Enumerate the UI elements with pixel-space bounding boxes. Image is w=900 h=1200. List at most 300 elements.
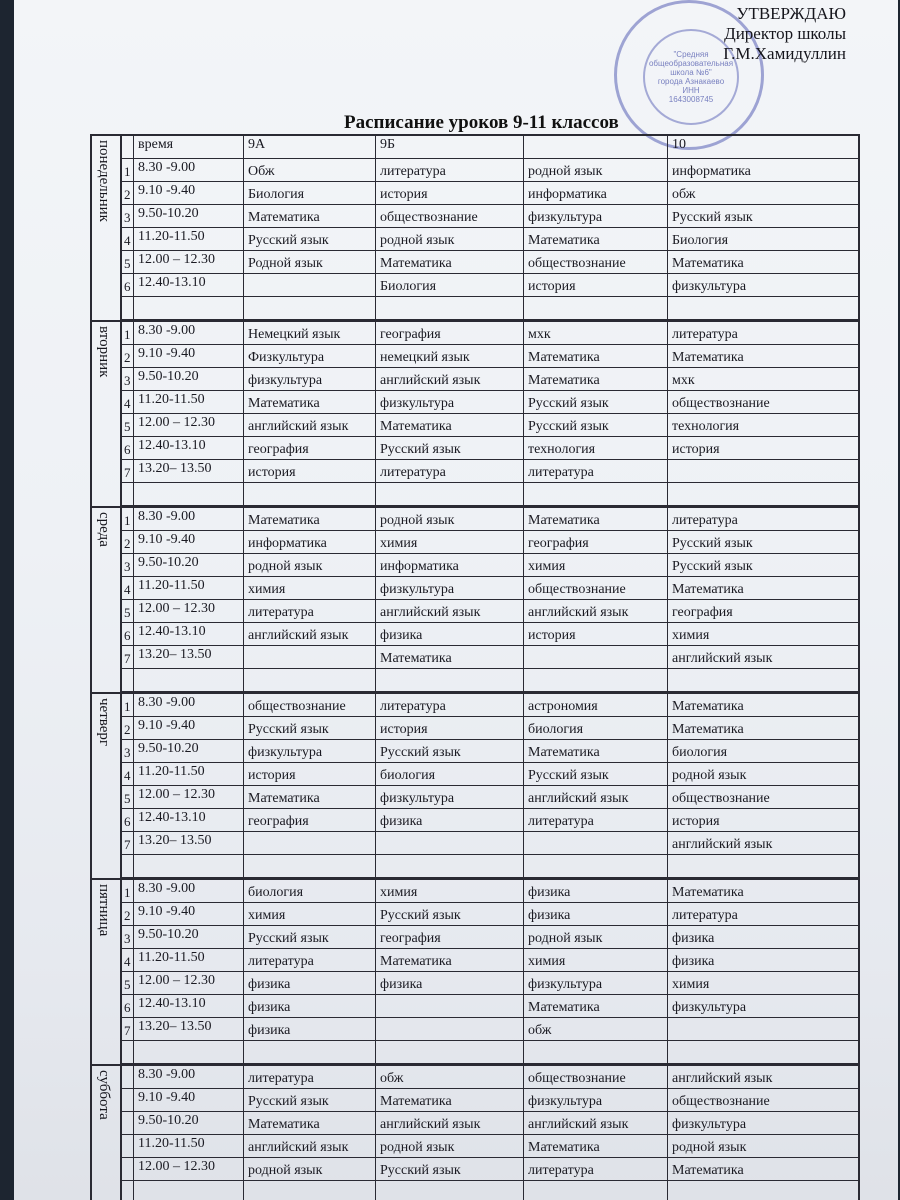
cell-num: 5	[122, 414, 134, 436]
cell-num	[122, 1181, 134, 1200]
cell-c2: биология	[376, 763, 524, 785]
table-row	[122, 1018, 858, 1041]
table-row	[122, 322, 858, 345]
day-name: понедельник	[96, 140, 112, 222]
cell-c1: Родной язык	[244, 251, 376, 273]
cell-time: 9.50-10.20	[134, 740, 244, 762]
table-row	[122, 228, 858, 251]
approval-position: Директор школы	[724, 24, 846, 43]
cell-c2: физкультура	[376, 577, 524, 599]
table-row	[122, 297, 858, 320]
cell-time: 11.20-11.50	[134, 1135, 244, 1157]
table-row	[122, 391, 858, 414]
cell-num: 7	[122, 646, 134, 668]
day-block	[92, 322, 858, 508]
table-row	[122, 786, 858, 809]
cell-time: 12.40-13.10	[134, 995, 244, 1017]
cell-c1: физика	[244, 1018, 376, 1040]
cell-c3: литература	[524, 460, 668, 482]
cell-c3: Математика	[524, 995, 668, 1017]
table-row	[122, 1041, 858, 1064]
table-row	[122, 646, 858, 669]
cell-c1: Биология	[244, 182, 376, 204]
cell-c3: Математика	[524, 368, 668, 390]
cell-c2: Русский язык	[376, 740, 524, 762]
cell-c4: английский язык	[672, 837, 773, 852]
day-block	[92, 508, 858, 694]
stamp-text-1: "Средняя	[673, 50, 709, 59]
cell-c1: литература	[244, 1066, 376, 1088]
day-block	[92, 694, 858, 880]
cell-num	[122, 1158, 134, 1180]
cell-c1	[244, 1181, 376, 1200]
table-row	[122, 274, 858, 297]
cell-num: 6	[122, 274, 134, 296]
table-row	[122, 159, 858, 182]
cell-c2: Математика	[376, 949, 524, 971]
cell-c1	[244, 669, 376, 691]
cell-c2: география	[376, 322, 524, 344]
document-page	[14, 0, 898, 1200]
cell-c3: биология	[524, 717, 668, 739]
cell-c3: Русский язык	[524, 763, 668, 785]
table-row	[122, 577, 858, 600]
cell-c3	[524, 669, 668, 691]
cell-c3: география	[524, 531, 668, 553]
cell-c3: Русский язык	[524, 414, 668, 436]
cell-c1: родной язык	[244, 554, 376, 576]
cell-num: 2	[122, 903, 134, 925]
cell-c1: география	[244, 437, 376, 459]
table-row	[122, 972, 858, 995]
cell-c2	[376, 1181, 524, 1200]
cell-c3: информатика	[524, 182, 668, 204]
cell-c1: история	[244, 763, 376, 785]
cell-num	[122, 1112, 134, 1134]
cell-c3: обществознание	[524, 251, 668, 273]
cell-num: 3	[122, 368, 134, 390]
cell-time: 12.00 – 12.30	[134, 972, 244, 994]
cell-c2: Математика	[376, 414, 524, 436]
cell-time: 8.30 -9.00	[134, 159, 244, 181]
table-row	[122, 740, 858, 763]
cell-c1: Обж	[244, 159, 376, 181]
cell-c3: родной язык	[524, 926, 668, 948]
cell-c1: история	[244, 460, 376, 482]
table-row	[122, 809, 858, 832]
cell-time: 12.00 – 12.30	[134, 414, 244, 436]
cell-c1: Математика	[244, 786, 376, 808]
cell-num: 2	[122, 531, 134, 553]
approval-block	[723, 4, 846, 64]
cell-c3: Русский язык	[524, 391, 668, 413]
table-row	[122, 1158, 858, 1181]
cell-time: 8.30 -9.00	[134, 694, 244, 716]
cell-c1: Математика	[244, 1112, 376, 1134]
cell-c2	[376, 1018, 524, 1040]
cell-time: 12.40-13.10	[134, 809, 244, 831]
cell-num: 3	[122, 926, 134, 948]
table-row	[122, 483, 858, 506]
cell-time: 9.10 -9.40	[134, 1089, 244, 1111]
cell-c4: химия	[672, 977, 710, 992]
cell-num: 4	[122, 763, 134, 785]
cell-c4: Русский язык	[672, 559, 753, 574]
cell-c4: Русский язык	[672, 210, 753, 225]
cell-c2: немецкий язык	[376, 345, 524, 367]
day-name-cell	[92, 322, 122, 506]
cell-time: 12.40-13.10	[134, 623, 244, 645]
table-row	[122, 182, 858, 205]
table-row	[122, 995, 858, 1018]
cell-c3: история	[524, 623, 668, 645]
cell-c2: английский язык	[376, 1112, 524, 1134]
cell-c1	[244, 646, 376, 668]
cell-num: 1	[122, 880, 134, 902]
cell-num: 7	[122, 832, 134, 854]
cell-time: 9.10 -9.40	[134, 531, 244, 553]
cell-c1: химия	[244, 903, 376, 925]
cell-c4: литература	[672, 327, 738, 342]
cell-num: 4	[122, 577, 134, 599]
cell-time: 11.20-11.50	[134, 577, 244, 599]
cell-c3: английский язык	[524, 786, 668, 808]
cell-num: 5	[122, 251, 134, 273]
cell-c1: Математика	[244, 508, 376, 530]
cell-num: 6	[122, 623, 134, 645]
day-name-cell	[92, 880, 122, 1064]
cell-c1	[244, 855, 376, 877]
cell-c4: физкультура	[672, 1117, 747, 1132]
table-row	[122, 926, 858, 949]
day-name: пятница	[96, 884, 112, 937]
cell-c1: физкультура	[244, 368, 376, 390]
table-row	[122, 1066, 858, 1089]
cell-num: 1	[122, 694, 134, 716]
cell-time: 12.00 – 12.30	[134, 251, 244, 273]
schedule-table	[90, 134, 860, 1200]
cell-c2: английский язык	[376, 368, 524, 390]
cell-c3	[524, 483, 668, 505]
cell-c4: физкультура	[672, 1000, 747, 1015]
cell-time: 9.10 -9.40	[134, 717, 244, 739]
cell-c1: английский язык	[244, 414, 376, 436]
cell-num: 2	[122, 717, 134, 739]
table-row	[122, 694, 858, 717]
stamp-text-5: ИНН	[682, 86, 700, 95]
cell-c1: литература	[244, 600, 376, 622]
cell-time: 9.10 -9.40	[134, 903, 244, 925]
day-block	[92, 880, 858, 1066]
cell-num: 3	[122, 740, 134, 762]
cell-c4: Математика	[672, 1163, 744, 1178]
cell-c4: Математика	[672, 582, 744, 597]
cell-c2: Русский язык	[376, 903, 524, 925]
cell-time: 12.00 – 12.30	[134, 786, 244, 808]
cell-c2: Русский язык	[376, 437, 524, 459]
cell-c4: английский язык	[672, 1071, 773, 1086]
cell-c4: Математика	[672, 885, 744, 900]
cell-time	[134, 669, 244, 691]
cell-c4: Математика	[672, 722, 744, 737]
table-row	[122, 832, 858, 855]
cell-c4: обществознание	[672, 1094, 770, 1109]
cell-num	[122, 1135, 134, 1157]
day-name: среда	[96, 512, 112, 547]
cell-time: 11.20-11.50	[134, 763, 244, 785]
header-time: время	[134, 136, 244, 158]
cell-c1: физкультура	[244, 740, 376, 762]
cell-c2: обществознание	[376, 205, 524, 227]
cell-c3: физкультура	[524, 205, 668, 227]
header-c2: 9Б	[376, 136, 524, 158]
cell-c2: химия	[376, 880, 524, 902]
cell-num	[122, 483, 134, 505]
cell-c1: родной язык	[244, 1158, 376, 1180]
cell-num: 6	[122, 809, 134, 831]
cell-time: 12.40-13.10	[134, 274, 244, 296]
table-row	[122, 880, 858, 903]
cell-c2: химия	[376, 531, 524, 553]
cell-c1	[244, 274, 376, 296]
cell-c4: география	[672, 605, 733, 620]
cell-c2	[376, 855, 524, 877]
table-row	[122, 600, 858, 623]
cell-num	[122, 1041, 134, 1063]
cell-c3: физкультура	[524, 972, 668, 994]
cell-c1: литература	[244, 949, 376, 971]
cell-num: 3	[122, 554, 134, 576]
cell-c3	[524, 646, 668, 668]
cell-time: 9.50-10.20	[134, 205, 244, 227]
stamp-text-3: школа №6"	[670, 68, 712, 77]
cell-c1: информатика	[244, 531, 376, 553]
table-row	[122, 1089, 858, 1112]
cell-time: 12.00 – 12.30	[134, 1158, 244, 1180]
cell-time	[134, 483, 244, 505]
cell-c1: Математика	[244, 391, 376, 413]
cell-c1: география	[244, 809, 376, 831]
table-row	[122, 508, 858, 531]
cell-c3	[524, 855, 668, 877]
cell-c3: физкультура	[524, 1089, 668, 1111]
cell-c4	[668, 1041, 858, 1063]
cell-num	[122, 855, 134, 877]
table-row	[122, 554, 858, 577]
cell-c3: химия	[524, 949, 668, 971]
cell-c1: биология	[244, 880, 376, 902]
cell-c3: обществознание	[524, 1066, 668, 1088]
cell-time: 8.30 -9.00	[134, 508, 244, 530]
cell-c1	[244, 483, 376, 505]
cell-num: 4	[122, 949, 134, 971]
cell-c2: история	[376, 717, 524, 739]
cell-c3: английский язык	[524, 600, 668, 622]
cell-c2: Математика	[376, 646, 524, 668]
day-block	[92, 1066, 858, 1200]
table-row	[122, 205, 858, 228]
table-row	[122, 949, 858, 972]
cell-c2: география	[376, 926, 524, 948]
cell-time: 9.10 -9.40	[134, 345, 244, 367]
cell-time: 9.50-10.20	[134, 1112, 244, 1134]
cell-num: 1	[122, 508, 134, 530]
approval-title: УТВЕРЖДАЮ	[736, 4, 846, 23]
cell-c3: технология	[524, 437, 668, 459]
cell-c3: физика	[524, 880, 668, 902]
cell-c3: Математика	[524, 1135, 668, 1157]
cell-c3: физика	[524, 903, 668, 925]
cell-c2: Математика	[376, 251, 524, 273]
cell-num: 2	[122, 345, 134, 367]
cell-c4: Математика	[672, 350, 744, 365]
cell-c1: химия	[244, 577, 376, 599]
cell-c4: Математика	[672, 699, 744, 714]
header-num	[122, 136, 134, 158]
cell-c3: литература	[524, 809, 668, 831]
cell-time: 8.30 -9.00	[134, 880, 244, 902]
cell-c2: физика	[376, 972, 524, 994]
cell-c4: Биология	[672, 233, 729, 248]
cell-c1: Русский язык	[244, 717, 376, 739]
stamp-text-6: 1643008745	[668, 95, 714, 104]
cell-c4: биология	[672, 745, 728, 760]
cell-c2: обж	[376, 1066, 524, 1088]
cell-c3	[524, 297, 668, 319]
cell-c4: обществознание	[672, 791, 770, 806]
cell-c3	[524, 832, 668, 854]
cell-time: 12.40-13.10	[134, 437, 244, 459]
cell-time: 11.20-11.50	[134, 228, 244, 250]
cell-c3: Математика	[524, 740, 668, 762]
cell-c2: Русский язык	[376, 1158, 524, 1180]
day-name: четверг	[96, 698, 112, 747]
cell-c3: родной язык	[524, 159, 668, 181]
cell-c2: Биология	[376, 274, 524, 296]
cell-num: 4	[122, 391, 134, 413]
cell-c4	[668, 669, 858, 691]
cell-time	[134, 297, 244, 319]
cell-c4: технология	[672, 419, 740, 434]
cell-time: 9.50-10.20	[134, 926, 244, 948]
cell-c3: английский язык	[524, 1112, 668, 1134]
table-row	[122, 1181, 858, 1200]
cell-c3: астрономия	[524, 694, 668, 716]
cell-c2	[376, 995, 524, 1017]
table-row	[122, 414, 858, 437]
cell-c4	[668, 1181, 858, 1200]
cell-c1: Немецкий язык	[244, 322, 376, 344]
cell-c4: литература	[672, 513, 738, 528]
cell-num: 6	[122, 995, 134, 1017]
table-row	[122, 717, 858, 740]
cell-c2: физкультура	[376, 391, 524, 413]
cell-num	[122, 1066, 134, 1088]
cell-c3: химия	[524, 554, 668, 576]
cell-c4: мхк	[672, 373, 695, 388]
table-row	[122, 460, 858, 483]
cell-c1	[244, 832, 376, 854]
cell-c4: история	[672, 814, 720, 829]
cell-c2: физкультура	[376, 786, 524, 808]
cell-c4: английский язык	[672, 651, 773, 666]
cell-time: 11.20-11.50	[134, 949, 244, 971]
cell-c3: Математика	[524, 345, 668, 367]
cell-c4	[668, 460, 858, 482]
cell-c4: Русский язык	[672, 536, 753, 551]
header-c3	[524, 136, 668, 158]
cell-c2: Математика	[376, 1089, 524, 1111]
table-row	[122, 531, 858, 554]
cell-c2: физика	[376, 623, 524, 645]
cell-num	[122, 669, 134, 691]
cell-c1	[244, 297, 376, 319]
cell-time: 13.20– 13.50	[134, 1018, 244, 1040]
cell-c4: Математика	[672, 256, 744, 271]
cell-time: 9.10 -9.40	[134, 182, 244, 204]
cell-c3: литература	[524, 1158, 668, 1180]
cell-c4: обж	[672, 187, 696, 202]
table-row	[122, 855, 858, 878]
cell-c2: история	[376, 182, 524, 204]
cell-c4	[668, 1018, 858, 1040]
day-name-cell	[92, 1066, 122, 1200]
cell-time: 9.50-10.20	[134, 368, 244, 390]
cell-c4: информатика	[672, 164, 751, 179]
cell-c3: мхк	[524, 322, 668, 344]
cell-num: 5	[122, 972, 134, 994]
cell-time	[134, 1041, 244, 1063]
cell-c4	[668, 855, 858, 877]
stamp-text-4: города Азнакаево	[657, 77, 725, 86]
cell-c3	[524, 1041, 668, 1063]
cell-c4	[668, 483, 858, 505]
table-row	[122, 251, 858, 274]
cell-c1: физика	[244, 995, 376, 1017]
table-row	[122, 1112, 858, 1135]
cell-num: 7	[122, 460, 134, 482]
cell-num: 6	[122, 437, 134, 459]
day-block	[92, 136, 858, 322]
cell-time: 8.30 -9.00	[134, 1066, 244, 1088]
cell-c1: обществознание	[244, 694, 376, 716]
day-name: суббота	[96, 1070, 112, 1120]
cell-c2: родной язык	[376, 508, 524, 530]
cell-c2	[376, 297, 524, 319]
cell-c3: обж	[524, 1018, 668, 1040]
cell-time: 8.30 -9.00	[134, 322, 244, 344]
table-row	[122, 623, 858, 646]
table-row	[122, 368, 858, 391]
cell-c2	[376, 669, 524, 691]
cell-c1: Физкультура	[244, 345, 376, 367]
cell-c3: обществознание	[524, 577, 668, 599]
cell-time: 9.50-10.20	[134, 554, 244, 576]
day-name-cell	[92, 508, 122, 692]
cell-num: 1	[122, 322, 134, 344]
cell-num: 1	[122, 159, 134, 181]
cell-c4: литература	[672, 908, 738, 923]
cell-c3: Математика	[524, 508, 668, 530]
cell-c4: физкультура	[672, 279, 747, 294]
cell-c2	[376, 483, 524, 505]
table-row	[122, 437, 858, 460]
table-row	[122, 345, 858, 368]
cell-num: 2	[122, 182, 134, 204]
cell-c2: литература	[376, 159, 524, 181]
cell-c4: обществознание	[672, 396, 770, 411]
approval-signatory: Г.М.Хамидуллин	[723, 44, 846, 63]
